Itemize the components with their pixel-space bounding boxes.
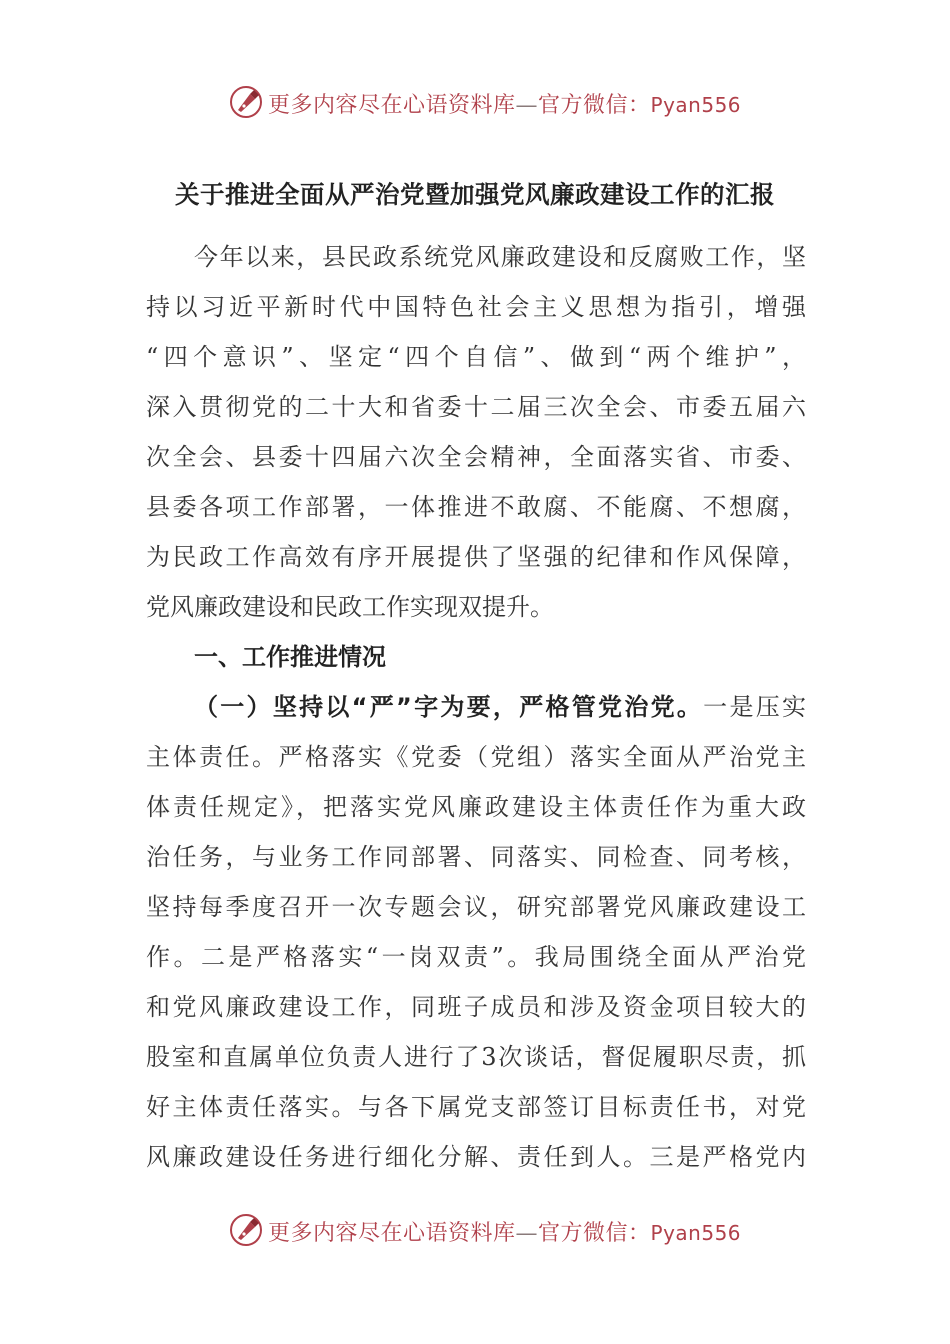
watermark-dash: — <box>515 1221 539 1246</box>
pen-nib-logo-icon <box>228 1212 264 1248</box>
watermark-wechat-label: 官方微信： <box>538 93 651 118</box>
paragraph-line: 股室和直属单位负责人进行了3次谈话，督促履职尽责，抓 <box>146 1043 806 1071</box>
paragraph-line: 深入贯彻党的二十大和省委十二届三次全会、市委五届六 <box>146 393 806 421</box>
document-title: 关于推进全面从严治党暨加强党风廉政建设工作的汇报 <box>175 180 775 209</box>
watermark-banner-top <box>0 80 950 124</box>
watermark-title: 更多内容尽在心语资料库 <box>268 1221 516 1246</box>
paragraph-line: 和党风廉政建设工作，同班子成员和涉及资金项目较大的 <box>146 993 806 1021</box>
watermark-title: 更多内容尽在心语资料库 <box>268 93 516 118</box>
paragraph-line: 为民政工作高效有序开展提供了坚强的纪律和作风保障， <box>146 543 806 571</box>
subsection-lead-rest: 一是压实 <box>703 693 807 721</box>
paragraph-line: 次全会、县委十四届六次全会精神，全面落实省、市委、 <box>146 443 806 471</box>
paragraph-line: 县委各项工作部署，一体推进不敢腐、不能腐、不想腐， <box>146 493 806 521</box>
watermark-dash: — <box>515 93 539 118</box>
paragraph-line: 党风廉政建设和民政工作实现双提升。 <box>146 593 554 621</box>
watermark-account: Pyan556 <box>650 1221 742 1245</box>
section-heading: 一、工作推进情况 <box>194 643 386 671</box>
paragraph-line: 体责任规定》，把落实党风廉政建设主体责任作为重大政 <box>146 793 806 821</box>
paragraph-line: 治任务，与业务工作同部署、同落实、同检查、同考核， <box>146 843 806 871</box>
paragraph-line: 持以习近平新时代中国特色社会主义思想为指引，增强 <box>146 293 806 321</box>
paragraph-line: 坚持每季度召开一次专题会议，研究部署党风廉政建设工 <box>146 893 806 921</box>
subsection-heading: （一）坚持以“严”字为要，严格管党治党。 <box>194 693 704 721</box>
paragraph-line: 主体责任。严格落实《党委（党组）落实全面从严治党主 <box>146 743 806 771</box>
watermark-account: Pyan556 <box>650 93 742 117</box>
paragraph-line: “四个意识”、坚定“四个自信”、做到“两个维护”， <box>146 343 806 371</box>
pen-nib-logo-icon <box>228 84 264 120</box>
watermark-banner-bottom <box>0 1208 950 1252</box>
paragraph-line: 好主体责任落实。与各下属党支部签订目标责任书，对党 <box>146 1093 806 1121</box>
paragraph-line: 风廉政建设任务进行细化分解、责任到人。三是严格党内 <box>146 1143 806 1171</box>
watermark-text <box>268 1216 741 1247</box>
paragraph-line: 作。二是严格落实“一岗双责”。我局围绕全面从严治党 <box>146 943 806 971</box>
subsection-lead-line <box>146 682 806 732</box>
watermark-wechat-label: 官方微信： <box>538 1221 651 1246</box>
paragraph-line: 今年以来，县民政系统党风廉政建设和反腐败工作，坚 <box>194 243 806 271</box>
document-body <box>146 232 806 1182</box>
watermark-text <box>268 88 741 119</box>
